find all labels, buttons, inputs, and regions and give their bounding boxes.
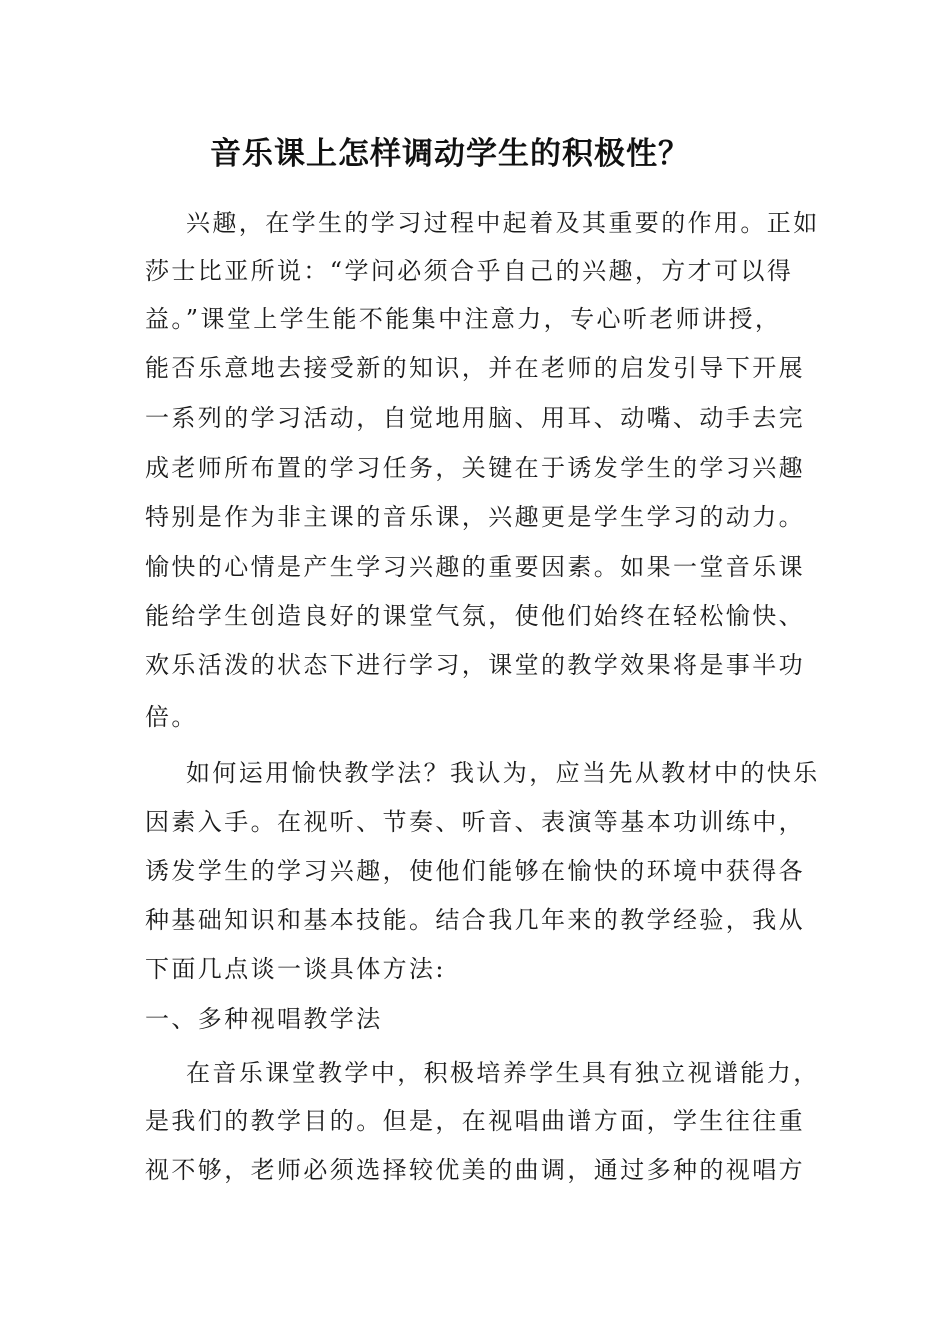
paragraph-line: 能给学生创造良好的课堂气氛，使他们始终在轻松愉快、 (145, 602, 805, 630)
paragraph-line: 兴趣，在学生的学习过程中起着及其重要的作用。正如 (186, 209, 820, 237)
paragraph-line: 是我们的教学目的。但是，在视唱曲谱方面，学生往往重 (145, 1107, 805, 1135)
section-heading: 一、多种视唱教学法 (145, 1005, 383, 1033)
paragraph-line: 能否乐意地去接受新的知识，并在老师的启发引导下开展 (145, 354, 805, 382)
paragraph-line: 因素入手。在视听、节奏、听音、表演等基本功训练中， (145, 808, 805, 836)
paragraph-line: 诱发学生的学习兴趣，使他们能够在愉快的环境中获得各 (145, 857, 805, 885)
paragraph-line: 一系列的学习活动，自觉地用脑、用耳、动嘴、动手去完 (145, 404, 805, 432)
paragraph-line: 倍。 (145, 703, 198, 731)
paragraph-line: 欢乐活泼的状态下进行学习，课堂的教学效果将是事半功 (145, 651, 805, 679)
paragraph-line: 种基础知识和基本技能。结合我几年来的教学经验，我从 (145, 906, 805, 934)
paragraph-line: 如何运用愉快教学法？我认为，应当先从教材中的快乐 (186, 759, 820, 787)
paragraph-line: 视不够，老师必须选择较优美的曲调，通过多种的视唱方 (145, 1156, 805, 1184)
paragraph-line: 愉快的心情是产生学习兴趣的重要因素。如果一堂音乐课 (145, 553, 805, 581)
paragraph-line: 下面几点谈一谈具体方法: (145, 955, 446, 983)
document-title: 音乐课上怎样调动学生的积极性？ (210, 136, 690, 172)
paragraph-line: 成老师所布置的学习任务，关键在于诱发学生的学习兴趣 (145, 454, 805, 482)
paragraph-line: 益。”课堂上学生能不能集中注意力，专心听老师讲授， (145, 305, 782, 333)
paragraph-line: 特别是作为非主课的音乐课，兴趣更是学生学习的动力。 (145, 503, 805, 531)
paragraph-line: 莎士比亚所说：“学问必须合乎自己的兴趣，方才可以得 (145, 257, 794, 285)
paragraph-line: 在音乐课堂教学中，积极培养学生具有独立视谱能力， (186, 1059, 820, 1087)
